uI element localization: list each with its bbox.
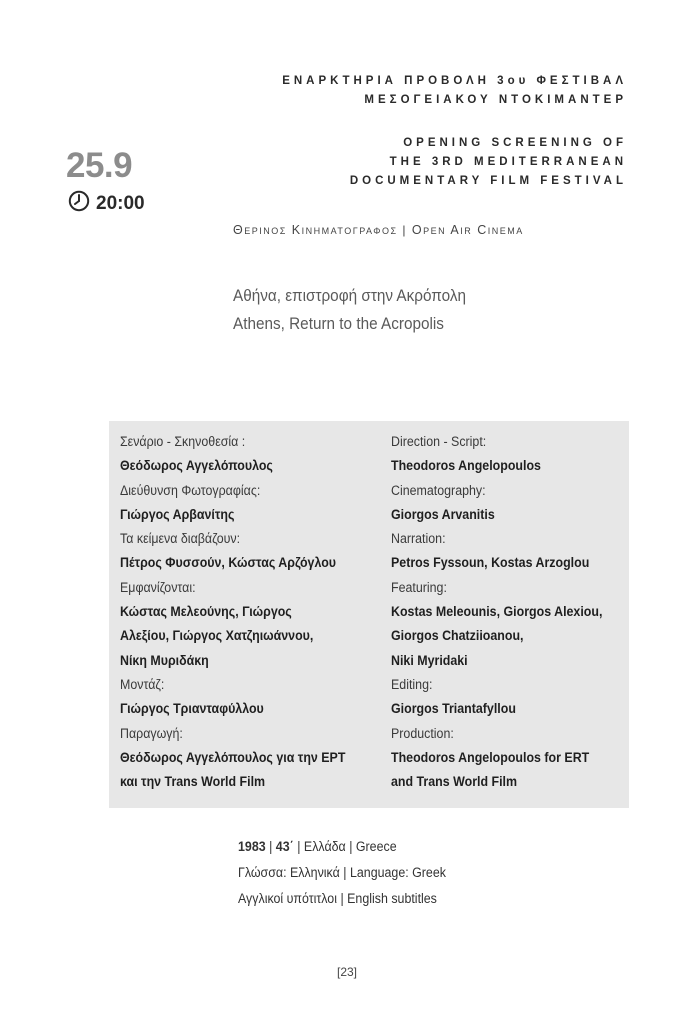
header-english-line: DOCUMENTARY FILM FESTIVAL <box>349 175 627 187</box>
info-subtitles-en: English subtitles <box>347 891 437 906</box>
info-separator: | <box>297 839 301 854</box>
credit-role: Μοντάζ: <box>120 676 165 692</box>
venue-greek: Θερινος Κινηματογραφος <box>233 223 398 237</box>
info-country-gr: Ελλάδα <box>303 839 346 854</box>
header-greek <box>282 72 627 110</box>
credit-role: Featuring: <box>391 579 447 595</box>
credit-role: Production: <box>391 725 454 741</box>
credit-name: Giorgos Triantafyllou <box>391 701 516 717</box>
info-language-en: Language: Greek <box>349 865 446 880</box>
credit-role: Direction - Script: <box>391 434 487 449</box>
info-separator: | <box>269 839 273 854</box>
credit-name: Giorgos Arvanitis <box>391 506 495 522</box>
credits-english-column <box>391 430 626 794</box>
credit-role: Τα κείμενα διαβάζουν: <box>120 531 241 547</box>
film-title-greek: Αθήνα, επιστροφή στην Ακρόπολη <box>233 286 467 305</box>
screening-date: 25.9 <box>66 146 133 185</box>
info-language-gr: Γλώσσα: Ελληνικά <box>238 865 340 880</box>
credit-name: Niki Myridaki <box>391 652 468 668</box>
credit-name: Theodoros Angelopoulos <box>391 458 541 474</box>
info-subtitles-gr: Αγγλικοί υπότιτλοι <box>238 891 337 906</box>
credit-role: Παραγωγή: <box>120 725 183 741</box>
header-greek-line: ΜΕΣΟΓΕΙΑΚΟΥ ΝΤΟΚΙΜΑΝΤΕΡ <box>364 94 627 106</box>
info-line-language <box>238 860 446 886</box>
header-english-line: THE 3RD MEDITERRANEAN <box>389 156 627 168</box>
credits-greek-column <box>120 430 380 794</box>
info-separator: | <box>343 865 347 880</box>
info-country-en: Greece <box>355 839 397 854</box>
credit-name: και την Trans World Film <box>120 774 266 790</box>
credit-name: Θεόδωρος Αγγελόπουλος <box>120 458 273 474</box>
credit-role: Διεύθυνση Φωτογραφίας: <box>120 482 261 498</box>
header-english <box>350 134 627 191</box>
credit-role: Narration: <box>391 531 446 547</box>
header-english-line: OPENING SCREENING OF <box>403 137 627 149</box>
info-separator: | <box>340 891 344 906</box>
credit-name: Giorgos Chatziioanou, <box>391 628 524 644</box>
credit-name: Petros Fyssoun, Kostas Arzoglou <box>391 555 590 571</box>
credit-role: Σενάριο - Σκηνοθεσία : <box>120 434 246 449</box>
header-greek-line: ΕΝΑΡΚΤΗΡΙΑ ΠΡΟΒΟΛΗ 3ου ΦΕΣΤΙΒΑΛ <box>282 75 627 87</box>
credit-name: Πέτρος Φυσσούν, Κώστας Αρζόγλου <box>120 555 337 571</box>
venue-english: Open Air Cinema <box>411 223 524 237</box>
screening-time <box>68 190 145 218</box>
credit-role: Cinematography: <box>391 482 486 498</box>
credit-name: Αλεξίου, Γιώργος Χατζηιωάννου, <box>120 628 314 644</box>
credit-name: and Trans World Film <box>391 774 518 790</box>
credit-name: Θεόδωρος Αγγελόπουλος για την ΕΡΤ <box>120 749 346 765</box>
info-line-subtitles <box>238 886 446 912</box>
film-info <box>238 834 446 912</box>
clock-icon <box>68 190 90 218</box>
credits-box <box>109 421 629 808</box>
film-title-english: Athens, Return to the Acropolis <box>233 314 444 333</box>
credit-role: Editing: <box>391 676 433 692</box>
info-year: 1983 <box>238 839 266 854</box>
info-separator: | <box>349 839 353 854</box>
credit-name: Kostas Meleounis, Giorgos Alexiou, <box>391 604 603 620</box>
venue <box>233 223 524 237</box>
credit-name: Κώστας Μελεούνης, Γιώργος <box>120 604 292 620</box>
credit-name: Γιώργος Τριανταφύλλου <box>120 701 264 717</box>
film-titles <box>233 282 466 338</box>
credit-role: Εμφανίζονται: <box>120 579 196 595</box>
venue-separator: | <box>402 223 408 237</box>
info-duration: 43΄ <box>275 839 294 854</box>
credit-name: Theodoros Angelopoulos for ERT <box>391 749 590 765</box>
credit-name: Νίκη Μυριδάκη <box>120 652 209 668</box>
page-number: [23] <box>336 965 357 979</box>
info-line-year <box>238 834 446 860</box>
credit-name: Γιώργος Αρβανίτης <box>120 506 235 522</box>
time-text: 20:00 <box>96 193 145 214</box>
